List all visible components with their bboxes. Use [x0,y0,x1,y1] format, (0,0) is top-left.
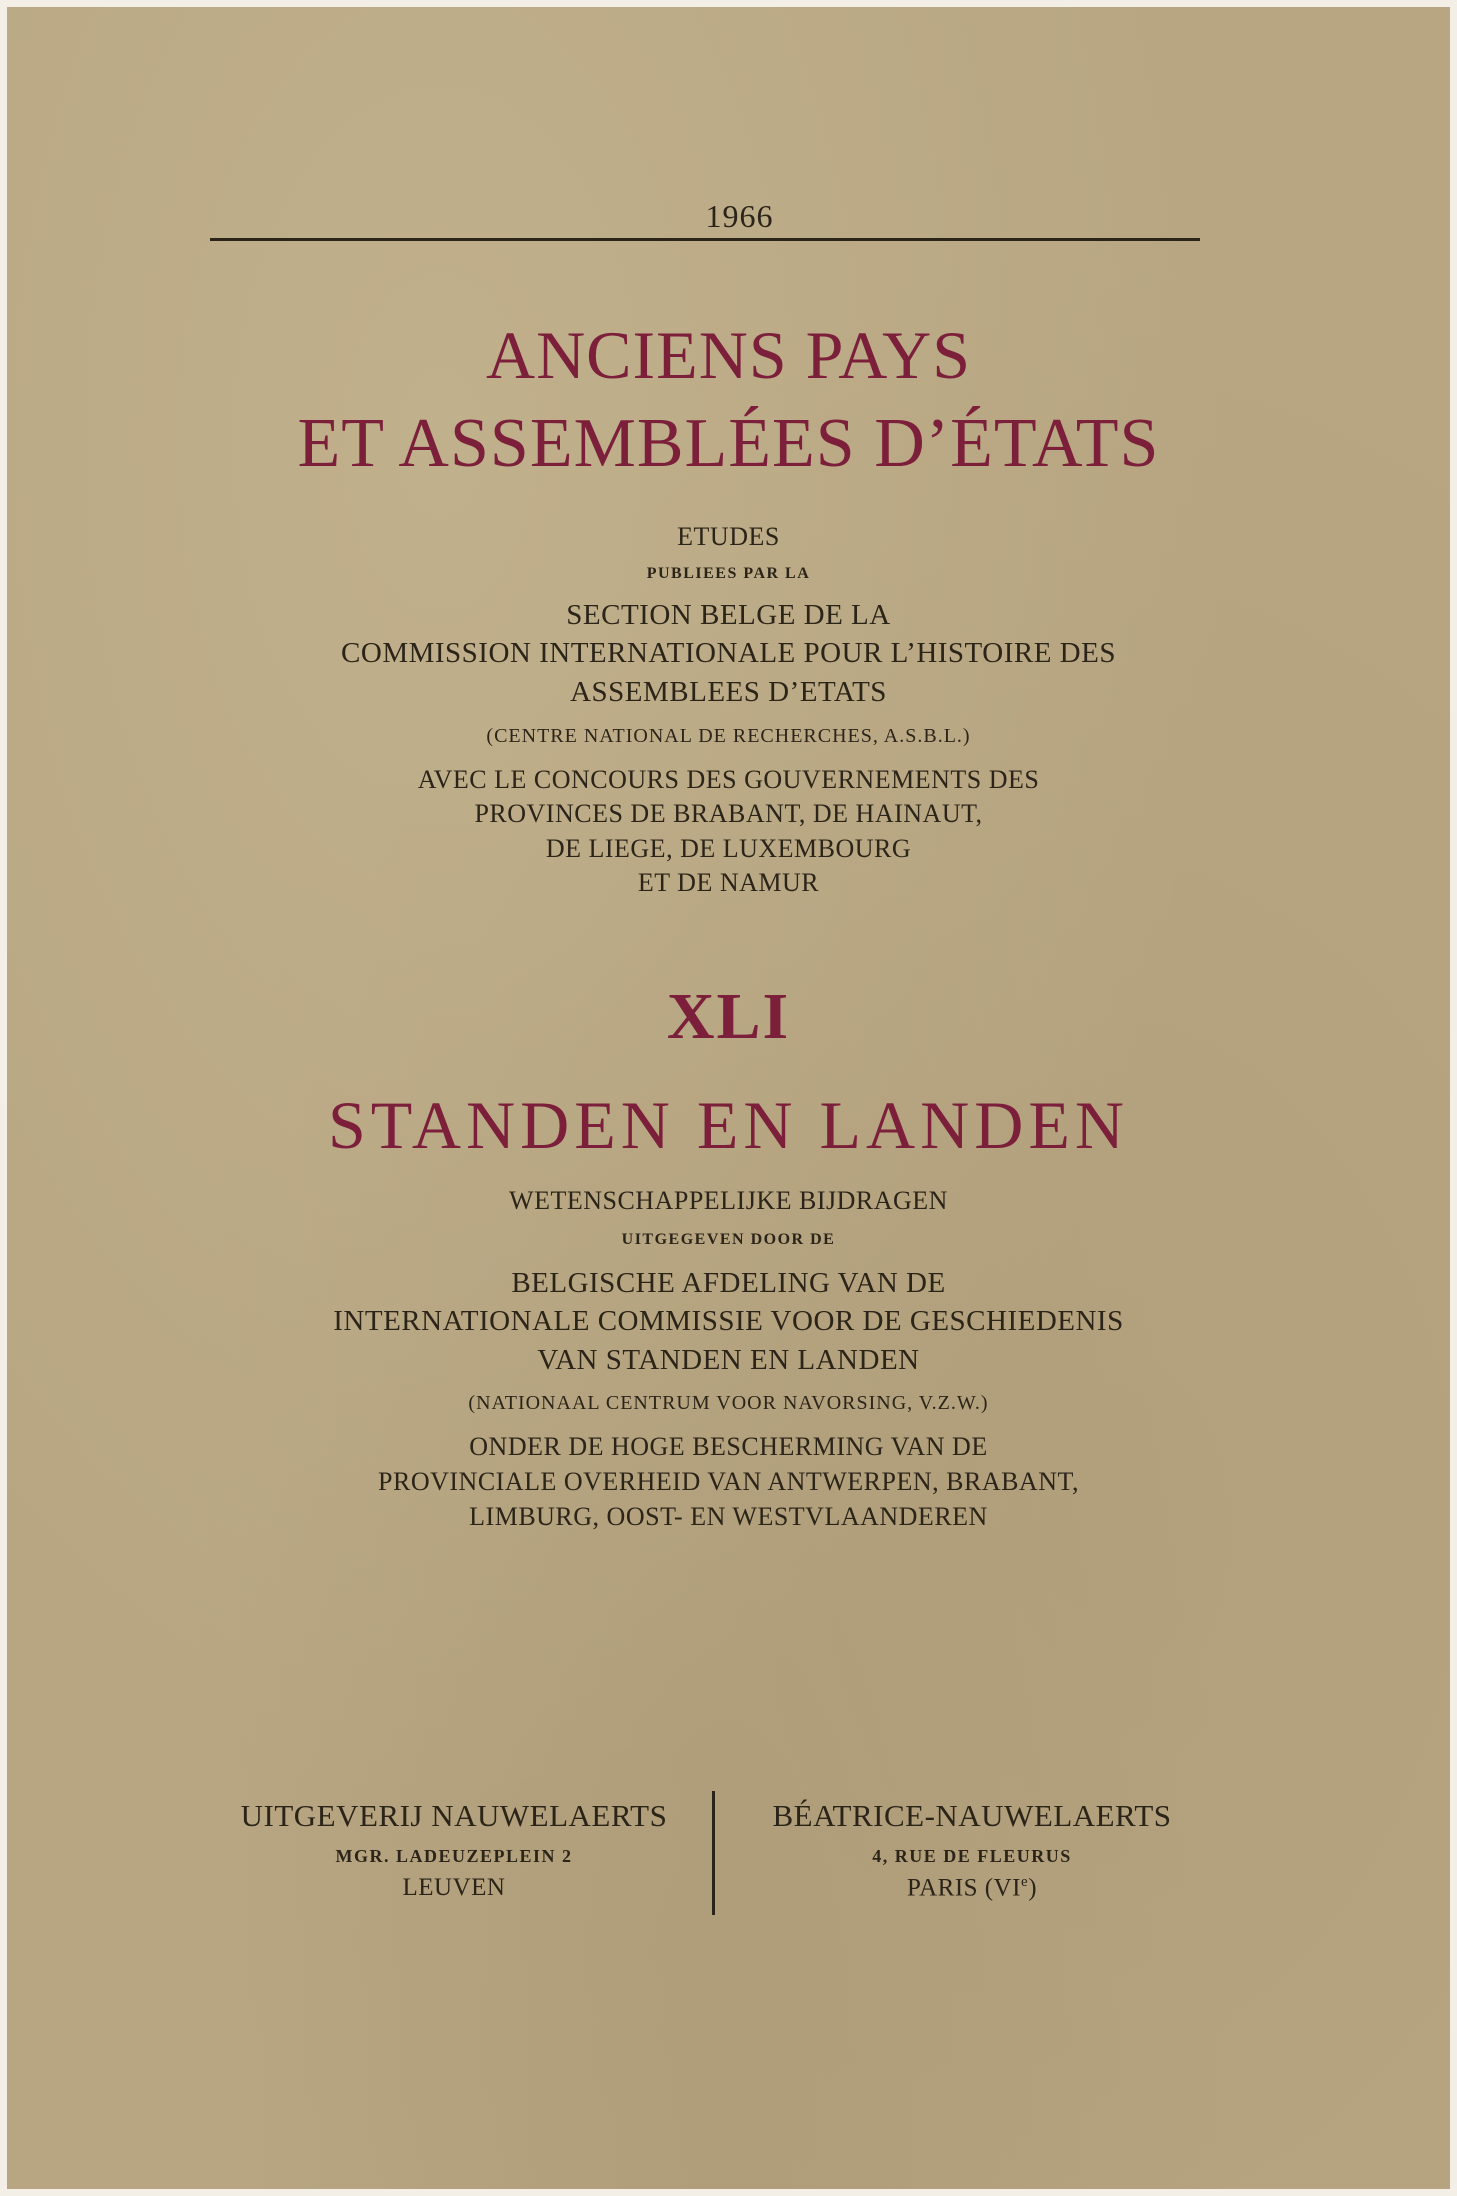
volume-number: XLI [666,980,791,1053]
publisher-address: 4, RUE DE FLEURUS [872,1846,1072,1866]
publisher-city: PARIS (VIe) [906,1874,1038,1902]
publisher-city: LEUVEN [402,1874,506,1901]
fr-credit-line-8: PROVINCES DE BRABANT, DE HAINAUT, [474,799,983,828]
fr-credit-line-3: SECTION BELGE DE LA [566,599,891,631]
fr-credit-line-6: (CENTRE NATIONAL DE RECHERCHES, A.S.B.L.) [486,725,971,747]
nl-credit-line-3: BELGISCHE AFDELING VAN DE [511,1267,946,1299]
title-line-2: ET ASSEMBLÉES D’ÉTATS [297,405,1160,482]
fr-credit-line-5: ASSEMBLEES D’ETATS [570,676,887,708]
publisher-name: BÉATRICE-NAUWELAERTS [772,1798,1172,1833]
fr-credit-line-7: AVEC LE CONCOURS DES GOUVERNEMENTS DES [417,765,1040,794]
nl-credit-line-9: LIMBURG, OOST- EN WESTVLAANDEREN [469,1502,988,1531]
publisher-name: UITGEVERIJ NAUWELAERTS [240,1798,668,1833]
nl-credit-line-4: INTERNATIONALE COMMISSIE VOOR DE GESCHIEDENIS [333,1305,1124,1337]
fr-credit-line-1: ETUDES [677,522,780,551]
nl-credit-line-7: ONDER DE HOGE BESCHERMING VAN DE [469,1432,988,1461]
title-dutch: STANDEN EN LANDEN [327,1087,1130,1163]
fr-credit-line-2: PUBLIEES PAR LA [646,565,811,582]
nl-credit-line-5: VAN STANDEN EN LANDEN [537,1344,920,1376]
nl-credit-line-2: UITGEGEVEN DOOR DE [621,1231,836,1248]
book-cover [7,7,1450,2189]
fr-credit-line-4: COMMISSION INTERNATIONALE POUR L’HISTOIRE DES [341,637,1116,669]
nl-credit-line-8: PROVINCIALE OVERHEID VAN ANTWERPEN, BRABANT, [378,1467,1079,1496]
nl-credit-line-1: WETENSCHAPPELIJKE BIJDRAGEN [509,1186,948,1215]
title-line-1: ANCIENS PAYS [485,317,972,393]
publisher-divider [712,1791,715,1915]
publisher-leuven [217,1800,691,1900]
nl-credit-line-6: (NATIONAAL CENTRUM VOOR NAVORSING, V.Z.W.) [468,1392,989,1414]
fr-credit-line-10: ET DE NAMUR [637,868,820,897]
header-rule [210,238,1200,241]
publisher-address: MGR. LADEUZEPLEIN 2 [335,1846,573,1866]
publisher-paris [735,1800,1209,1900]
publication-year: 1966 [705,198,774,234]
fr-credit-line-9: DE LIEGE, DE LUXEMBOURG [545,834,912,863]
